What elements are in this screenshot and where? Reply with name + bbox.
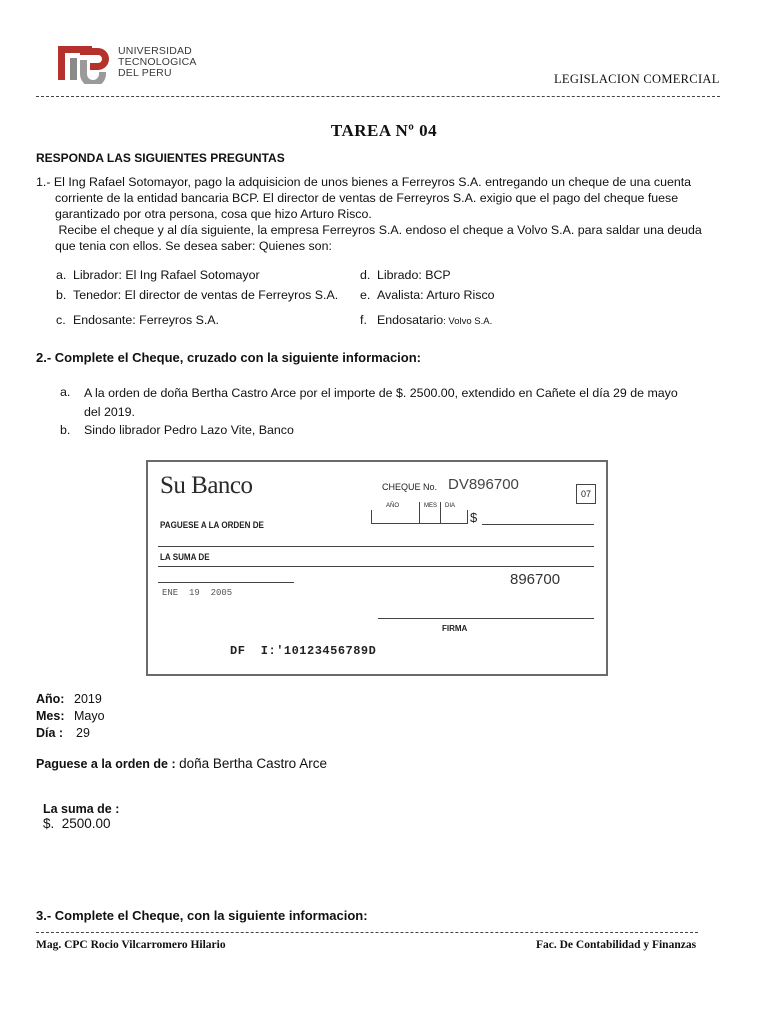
date-label-day: DIA bbox=[445, 503, 456, 509]
answer-month: Mayo bbox=[74, 709, 105, 723]
q1-line-2: corriente de la entidad bancaria BCP. El director de ventas de Ferreyros S.A. exigio que el pago del cheque fuese bbox=[55, 191, 679, 205]
utp-logo-mark-icon bbox=[56, 42, 118, 84]
pay-to-label: PAGUESE A LA ORDEN DE bbox=[160, 520, 264, 531]
q2-item-a-line-1: A la orden de doña Bertha Castro Arce por el importe de $. 2500.00, extendido en Cañete el día 29 de mayo bbox=[84, 386, 678, 400]
answer-year-label: Año: bbox=[36, 692, 65, 706]
utp-logo bbox=[56, 42, 211, 84]
course-title: LEGISLACION COMERCIAL bbox=[554, 72, 720, 86]
signature-line bbox=[378, 618, 594, 619]
amount-line bbox=[482, 524, 594, 525]
cheque-date: ENE 19 2005 bbox=[162, 588, 233, 598]
answer-sum bbox=[36, 788, 119, 831]
dollar-sign: $ bbox=[470, 510, 478, 525]
q2-item-b: b. Sindo librador Pedro Lazo Vite, Banco bbox=[60, 423, 294, 437]
header-divider bbox=[36, 96, 720, 97]
cheque-no-label: CHEQUE No. bbox=[382, 482, 438, 492]
sum-line bbox=[158, 566, 594, 567]
footer-faculty: Fac. De Contabilidad y Finanzas bbox=[536, 939, 697, 951]
answer-day-label: Día : bbox=[36, 726, 64, 740]
q2-item-b-line-1: Sindo librador Pedro Lazo Vite, Banco bbox=[84, 423, 294, 437]
q2-item-a: a. A la orden de doña Bertha Castro Arce por el importe de $. 2500.00, extendido en Cañete el día 29 de mayo del 2019. bbox=[60, 384, 720, 422]
q2-item-a-line-2: del 2019. bbox=[84, 405, 135, 419]
logo-line-2: TECNOLOGICA bbox=[118, 56, 197, 68]
q1-option-a: a. Librador: El Ing Rafael Sotomayor bbox=[56, 268, 260, 282]
memo-line bbox=[158, 582, 294, 583]
answer-order-value: doña Bertha Castro Arce bbox=[179, 756, 327, 771]
q1-line-1: 1.- El Ing Rafael Sotomayor, pago la adquisicion de unos bienes a Ferreyros S.A. entregando un cheque de una cuenta bbox=[36, 175, 692, 189]
q1-line-5: que tenia con ellos. Se desea saber: Quienes son: bbox=[55, 239, 332, 253]
page-title: TAREA Nº 04 bbox=[330, 121, 438, 140]
question-3-heading: 3.- Complete el Cheque, con la siguiente informacion: bbox=[36, 908, 368, 923]
q1-option-c: c. Endosante: Ferreyros S.A. bbox=[56, 313, 220, 327]
cheque-image bbox=[146, 460, 608, 676]
date-divider-1 bbox=[419, 502, 420, 523]
question-1 bbox=[36, 174, 736, 254]
question-2-heading: 2.- Complete el Cheque, cruzado con la siguiente informacion: bbox=[36, 350, 422, 365]
date-label-month: MES bbox=[424, 503, 438, 509]
footer-divider bbox=[36, 932, 698, 933]
amount-code: 896700 bbox=[510, 571, 561, 588]
q1-option-e: e. Avalista: Arturo Risco bbox=[360, 288, 495, 302]
logo-line-3: DEL PERU bbox=[118, 67, 172, 79]
cheque-box-number: 07 bbox=[576, 484, 596, 504]
answer-month-label: Mes: bbox=[36, 709, 65, 723]
date-label-year: AÑO bbox=[386, 503, 400, 509]
answer-day: 29 bbox=[76, 726, 90, 740]
logo-line-1: UNIVERSIDAD bbox=[118, 45, 192, 57]
q1-line-3: garantizado por otra persona, cosa que hizo Arturo Risco. bbox=[55, 207, 372, 221]
footer-author: Mag. CPC Rocio Vilcarromero Hilario bbox=[36, 939, 226, 951]
answer-order-label: Paguese a la orden de : bbox=[36, 757, 176, 771]
q1-option-f: f. Endosatario: Volvo S.A. bbox=[360, 313, 493, 327]
answer-sum-label: La suma de : bbox=[42, 802, 120, 816]
signature-label: FIRMA bbox=[442, 624, 468, 633]
q1-option-d: d. Librado: BCP bbox=[360, 268, 451, 282]
micr-line: DF I:'10123456789D bbox=[230, 644, 377, 658]
q1-line-4: Recibe el cheque y al día siguiente, la empresa Ferreyros S.A. endoso el cheque a Volvo S.A. para saldar una deuda bbox=[55, 223, 702, 237]
answer-year: 2019 bbox=[74, 692, 102, 706]
answer-sum-value: $. 2500.00 bbox=[42, 816, 111, 831]
answer-order bbox=[36, 756, 327, 771]
bank-name: Su Banco bbox=[160, 472, 253, 499]
date-divider-2 bbox=[440, 502, 441, 523]
cheque-no: DV896700 bbox=[448, 476, 519, 493]
pay-to-line bbox=[158, 546, 594, 547]
q1-option-b: b. Tenedor: El director de ventas de Ferreyros S.A. bbox=[56, 288, 339, 302]
instruction: RESPONDA LAS SIGUIENTES PREGUNTAS bbox=[36, 151, 285, 165]
sum-label: LA SUMA DE bbox=[160, 552, 210, 563]
